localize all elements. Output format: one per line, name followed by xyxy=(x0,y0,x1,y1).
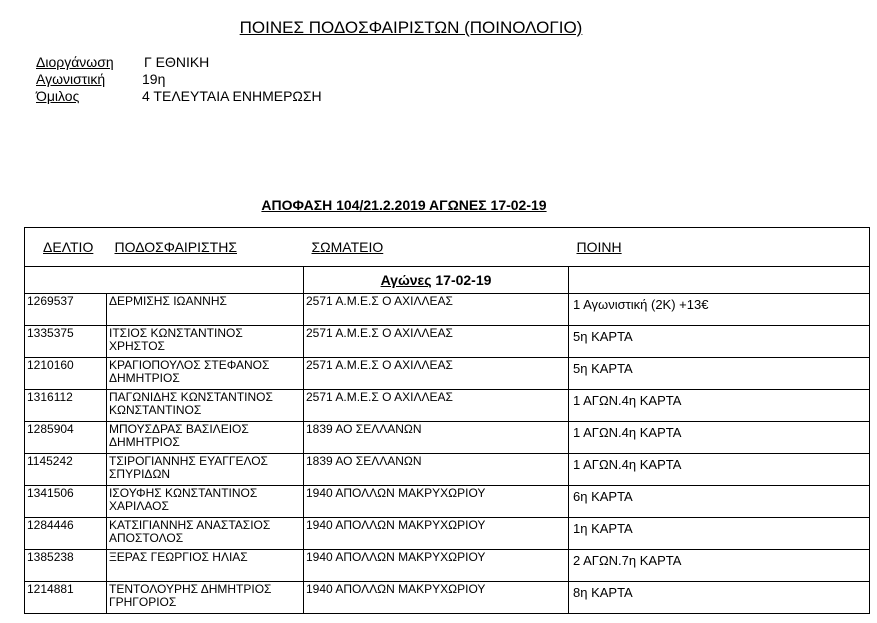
cell-club: 2571 Α.Μ.Ε.Σ Ο ΑΧΙΛΛΕΑΣ xyxy=(304,390,569,422)
header-club: ΣΩΜΑΤΕΙΟ xyxy=(304,228,569,267)
cell-penalty: 1η ΚΑΡΤΑ xyxy=(569,518,870,550)
cell-penalty: 1 ΑΓΩΝ.4η ΚΑΡΤΑ xyxy=(569,390,870,422)
cell-player: ΙΣΟΥΦΗΣ ΚΩΝΣΤΑΝΤΙΝΟΣ ΧΑΡΙΛΑΟΣ xyxy=(107,486,304,518)
cell-player: ΚΑΤΣΙΓΙΑΝΝΗΣ ΑΝΑΣΤΑΣΙΟΣ ΑΠΟΣΤΟΛΟΣ xyxy=(107,518,304,550)
cell-club: 2571 Α.Μ.Ε.Σ Ο ΑΧΙΛΛΕΑΣ xyxy=(304,294,569,326)
cell-player: ΚΡΑΓΙΟΠΟΥΛΟΣ ΣΤΕΦΑΝΟΣ ΔΗΜΗΤΡΙΟΣ xyxy=(107,358,304,390)
cell-penalty: 5η ΚΑΡΤΑ xyxy=(569,358,870,390)
cell-penalty: 1 ΑΓΩΝ.4η ΚΑΡΤΑ xyxy=(569,454,870,486)
header-penalty: ΠΟΙΝΗ xyxy=(569,228,870,267)
cell-club: 2571 Α.Μ.Ε.Σ Ο ΑΧΙΛΛΕΑΣ xyxy=(304,358,569,390)
cell-club: 1940 ΑΠΟΛΛΩΝ ΜΑΚΡΥΧΩΡΙΟΥ xyxy=(304,518,569,550)
meta-label: Όμιλος xyxy=(36,88,80,104)
meta-row-competition xyxy=(36,54,322,71)
cell-player: ΠΑΓΩΝΙΔΗΣ ΚΩΝΣΤΑΝΤΙΝΟΣ ΚΩΝΣΤΑΝΤΙΝΟΣ xyxy=(107,390,304,422)
meta-value: 4 ΤΕΛΕΥΤΑΙΑ ΕΝΗΜΕΡΩΣΗ xyxy=(142,88,322,104)
cell-card: 1341506 xyxy=(25,486,107,518)
cell-card: 1145242 xyxy=(25,454,107,486)
cell-player: ΤΣΙΡΟΓΙΑΝΝΗΣ ΕΥΑΓΓΕΛΟΣ ΣΠΥΡΙΔΩΝ xyxy=(107,454,304,486)
decision-heading: ΑΠΟΦΑΣΗ 104/21.2.2019 ΑΓΩΝΕΣ 17-02-19 xyxy=(261,197,547,213)
table-row xyxy=(25,326,870,358)
group-empty xyxy=(25,267,304,294)
cell-club: 1940 ΑΠΟΛΛΩΝ ΜΑΚΡΥΧΩΡΙΟΥ xyxy=(304,486,569,518)
meta-row-group xyxy=(36,88,322,105)
cell-penalty: 1 Αγωνιστική (2Κ) +13€ xyxy=(569,294,870,326)
meta-row-matchday xyxy=(36,71,322,88)
cell-player: ΜΠΟΥΣΔΡΑΣ ΒΑΣΙΛΕΙΟΣ ΔΗΜΗΤΡΙΟΣ xyxy=(107,422,304,454)
meta-block xyxy=(36,54,322,105)
cell-player: ΙΤΣΙΟΣ ΚΩΝΣΤΑΝΤΙΝΟΣ ΧΡΗΣΤΟΣ xyxy=(107,326,304,358)
cell-card: 1214881 xyxy=(25,582,107,614)
group-date: 17-02-19 xyxy=(435,272,492,288)
cell-club: 1940 ΑΠΟΛΛΩΝ ΜΑΚΡΥΧΩΡΙΟΥ xyxy=(304,582,569,614)
table-row xyxy=(25,582,870,614)
table-row xyxy=(25,358,870,390)
cell-card: 1210160 xyxy=(25,358,107,390)
cell-player: ΞΕΡΑΣ ΓΕΩΡΓΙΟΣ ΗΛΙΑΣ xyxy=(107,550,304,582)
table-row xyxy=(25,422,870,454)
cell-club: 2571 Α.Μ.Ε.Σ Ο ΑΧΙΛΛΕΑΣ xyxy=(304,326,569,358)
header-player: ΠΟΔΟΣΦΑΙΡΙΣΤΗΣ xyxy=(107,228,304,267)
meta-value: 19η xyxy=(142,71,166,87)
cell-club: 1839 ΑΟ ΣΕΛΛΑΝΩΝ xyxy=(304,454,569,486)
cell-card: 1385238 xyxy=(25,550,107,582)
cell-penalty: 1 ΑΓΩΝ.4η ΚΑΡΤΑ xyxy=(569,422,870,454)
group-label xyxy=(304,267,569,294)
cell-card: 1284446 xyxy=(25,518,107,550)
group-label-text: Αγώνες xyxy=(380,272,432,288)
cell-card: 1335375 xyxy=(25,326,107,358)
header-card: ΔΕΛΤΙΟ xyxy=(25,228,107,267)
group-row xyxy=(25,267,870,294)
cell-player: ΤΕΝΤΟΛΟΥΡΗΣ ΔΗΜΗΤΡΙΟΣ ΓΡΗΓΟΡΙΟΣ xyxy=(107,582,304,614)
meta-label: Αγωνιστική xyxy=(36,71,106,87)
cell-card: 1285904 xyxy=(25,422,107,454)
table-row xyxy=(25,518,870,550)
penalties-table xyxy=(24,227,870,614)
table-row xyxy=(25,486,870,518)
cell-card: 1316112 xyxy=(25,390,107,422)
table-row xyxy=(25,294,870,326)
cell-penalty: 2 ΑΓΩΝ.7η ΚΑΡΤΑ xyxy=(569,550,870,582)
table-row xyxy=(25,454,870,486)
meta-value: Γ ΕΘΝΙΚΗ xyxy=(144,54,210,70)
cell-penalty: 8η ΚΑΡΤΑ xyxy=(569,582,870,614)
table-row xyxy=(25,390,870,422)
cell-club: 1940 ΑΠΟΛΛΩΝ ΜΑΚΡΥΧΩΡΙΟΥ xyxy=(304,550,569,582)
cell-penalty: 5η ΚΑΡΤΑ xyxy=(569,326,870,358)
cell-penalty: 6η ΚΑΡΤΑ xyxy=(569,486,870,518)
group-empty xyxy=(569,267,870,294)
page-title: ΠΟΙΝΕΣ ΠΟΔΟΣΦΑΙΡΙΣΤΩΝ (ΠΟΙΝΟΛΟΓΙΟ) xyxy=(239,18,583,37)
table-row xyxy=(25,550,870,582)
table-header-row xyxy=(25,228,870,267)
cell-card: 1269537 xyxy=(25,294,107,326)
cell-club: 1839 ΑΟ ΣΕΛΛΑΝΩΝ xyxy=(304,422,569,454)
meta-label: Διοργάνωση xyxy=(36,54,114,70)
cell-player: ΔΕΡΜΙΣΗΣ ΙΩΑΝΝΗΣ xyxy=(107,294,304,326)
